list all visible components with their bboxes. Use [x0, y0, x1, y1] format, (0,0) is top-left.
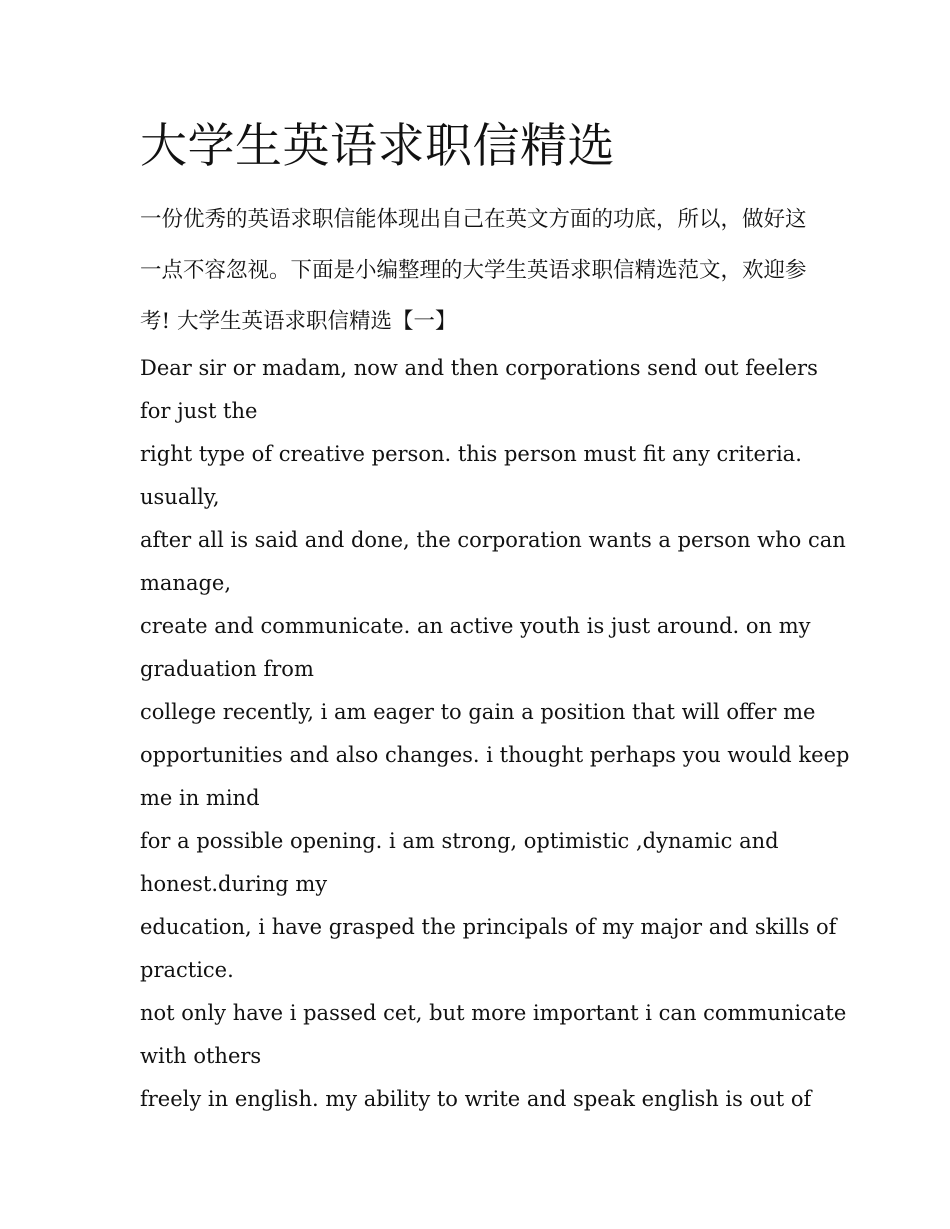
- letter-line: manage,: [140, 571, 232, 595]
- letter-line: right type of creative person. this person must fit any criteria.: [140, 442, 802, 466]
- letter-line: for just the: [140, 399, 258, 423]
- letter-line: Dear sir or madam, now and then corporations send out feelers: [140, 356, 818, 380]
- letter-line: not only have i passed cet, but more important i can communicate: [140, 1001, 847, 1025]
- letter-line: honest.during my: [140, 872, 328, 896]
- letter-line: after all is said and done, the corporation wants a person who can: [140, 528, 846, 552]
- letter-line: opportunities and also changes. i thought perhaps you would keep: [140, 743, 850, 767]
- letter-line: with others: [140, 1044, 262, 1068]
- letter-body: [140, 347, 850, 1121]
- letter-line: graduation from: [140, 657, 314, 681]
- letter-line: usually,: [140, 485, 220, 509]
- letter-line: education, i have grasped the principals of my major and skills of: [140, 915, 837, 939]
- intro-paragraph: 一份优秀的英语求职信能体现出自己在英文方面的功底，所以，做好这一点不容忽视。下面是小编整理的大学生英语求职信精选范文，欢迎参考! 大学生英语求职信精选【一】: [140, 207, 807, 334]
- document-page: [140, 112, 850, 1121]
- document-title: 大学生英语求职信精选: [140, 119, 615, 174]
- letter-line: create and communicate. an active youth is just around. on my: [140, 614, 811, 638]
- letter-line: freely in english. my ability to write and speak english is out of: [140, 1087, 812, 1111]
- letter-line: practice.: [140, 958, 234, 982]
- letter-line: college recently, i am eager to gain a position that will offer me: [140, 700, 816, 724]
- letter-line: for a possible opening. i am strong, optimistic ,dynamic and: [140, 829, 779, 853]
- letter-line: me in mind: [140, 786, 260, 810]
